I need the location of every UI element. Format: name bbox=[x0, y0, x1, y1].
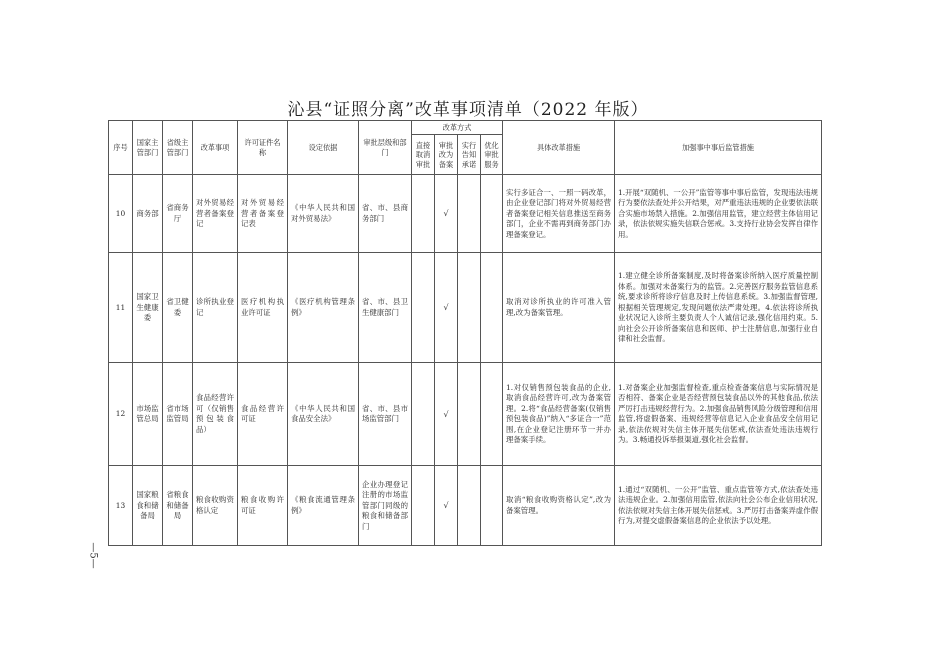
cell-seq: 10 bbox=[109, 175, 133, 253]
cell-provincial-dept: 省粮食和储备局 bbox=[163, 466, 193, 546]
cell-basis: 《医疗机构管理条例》 bbox=[288, 253, 359, 363]
cell-approval-level: 省、市、县商务部门 bbox=[359, 175, 412, 253]
header-measures: 具体改革措施 bbox=[503, 121, 615, 175]
cell-measures: 1.对仅销售预包装食品的企业,取消食品经营许可,改为备案管理。2.将“食品经营备案(仅销售预包装食品)”纳入“多证合一”范围,在企业登记注册环节一并办理备案手续。 bbox=[503, 363, 615, 466]
check-mark: √ bbox=[435, 363, 458, 466]
cell-supervision: 1.对备案企业加强监督检查,重点检查备案信息与实际情况是否相符、备案企业是否经营预包装食品以外的其他食品,依法严厉打击违规经营行为。2.加强食品销售风险分级管理和信用监管,将虚假备案、违规经营等信息记入企业食品安全信用记录,依法依规对失信主体开展失信惩戒,依法查处违法违规行为。3.畅通投诉举报渠道,强化社会监督。 bbox=[615, 363, 822, 466]
cell-seq: 13 bbox=[109, 466, 133, 546]
header-license-name: 许可证件名称 bbox=[238, 121, 288, 175]
table-row bbox=[109, 253, 822, 363]
cell-basis: 《粮食流通管理条例》 bbox=[288, 466, 359, 546]
cell-item: 诊所执业登记 bbox=[193, 253, 238, 363]
header-seq: 序号 bbox=[109, 121, 133, 175]
page-number-text: —5— bbox=[87, 542, 99, 569]
table-row bbox=[109, 175, 822, 253]
cell-measures: 取消“粮食收购资格认定”,改为备案管理。 bbox=[503, 466, 615, 546]
cell-license-name: 粮食收购许可证 bbox=[238, 466, 288, 546]
cell-supervision: 1.开展“双随机、一公开”监管等事中事后监管，发现违法违规行为要依法查处并公开结果，对严重违法违规的企业要依法联合实施市场禁入措施。2.加强信用监管，建立经营主体信用记录，依法依规实施失信联合惩戒。3.支持行业协会发挥自律作用。 bbox=[615, 175, 822, 253]
cell-supervision: 1.建立健全诊所备案制度,及时将备案诊所纳入医疗质量控制体系。加强对未备案行为的监管。2.完善医疗服务监管信息系统,要求诊所将诊疗信息及时上传信息系统。3.加强监督管理,根据相关管理规定,发现问题依法严肃处理。4.依法将诊所执业状况记入诊所主要负责人个人诚信记录,强化信用约束。5.向社会公开诊所备案信息和医师、护士注册信息,加强行业自律和社会监督。 bbox=[615, 253, 822, 363]
cell-national-dept: 市场监管总局 bbox=[133, 363, 163, 466]
cell-optimize bbox=[481, 253, 503, 363]
document-title: 沁县“证照分离”改革事项清单（2022 年版） bbox=[287, 100, 649, 120]
header-sub-cancel: 直接取消审批 bbox=[412, 135, 435, 175]
cell-approval-level: 省、市、县市场监管部门 bbox=[359, 363, 412, 466]
cell-national-dept: 国家粮食和储备局 bbox=[133, 466, 163, 546]
cell-seq: 12 bbox=[109, 363, 133, 466]
cell-commitment bbox=[458, 363, 481, 466]
header-sub-optimize: 优化审批服务 bbox=[481, 135, 503, 175]
cell-basis: 《中华人民共和国食品安全法》 bbox=[288, 363, 359, 466]
cell-provincial-dept: 省市场监管局 bbox=[163, 363, 193, 466]
cell-license-name: 食品经营许可证 bbox=[238, 363, 288, 466]
cell-seq: 11 bbox=[109, 253, 133, 363]
cell-item: 对外贸易经营者备案登记 bbox=[193, 175, 238, 253]
cell-provincial-dept: 省卫健委 bbox=[163, 253, 193, 363]
header-provincial-dept: 省级主管部门 bbox=[163, 121, 193, 175]
cell-optimize bbox=[481, 363, 503, 466]
table-row bbox=[109, 363, 822, 466]
cell-cancel bbox=[412, 175, 435, 253]
cell-approval-level: 省、市、县卫生健康部门 bbox=[359, 253, 412, 363]
cell-optimize bbox=[481, 175, 503, 253]
page-number bbox=[80, 538, 99, 574]
cell-cancel bbox=[412, 253, 435, 363]
cell-cancel bbox=[412, 363, 435, 466]
cell-provincial-dept: 省商务厅 bbox=[163, 175, 193, 253]
header-sub-commitment: 实行告知承诺 bbox=[458, 135, 481, 175]
cell-supervision: 1.通过“双随机、一公开”监管、重点监管等方式,依法查处违法违规企业。2.加强信用监管,依法向社会公布企业信用状况,依法依规对失信主体开展失信惩戒。3.严厉打击备案弄虚作假行为,对提交虚假备案信息的企业依法予以处理。 bbox=[615, 466, 822, 546]
cell-optimize bbox=[481, 466, 503, 546]
cell-item: 食品经营许可（仅销售预包装食品） bbox=[193, 363, 238, 466]
table-row bbox=[109, 466, 822, 546]
header-approval-level: 审批层级和部门 bbox=[359, 121, 412, 175]
header-supervision: 加强事中事后监管措施 bbox=[615, 121, 822, 175]
header-basis: 设定依据 bbox=[288, 121, 359, 175]
cell-national-dept: 商务部 bbox=[133, 175, 163, 253]
check-mark: √ bbox=[435, 253, 458, 363]
cell-license-name: 医疗机构执业许可证 bbox=[238, 253, 288, 363]
header-item: 改革事项 bbox=[193, 121, 238, 175]
header-national-dept: 国家主管部门 bbox=[133, 121, 163, 175]
cell-national-dept: 国家卫生健康委 bbox=[133, 253, 163, 363]
cell-item: 粮食收购资格认定 bbox=[193, 466, 238, 546]
cell-cancel bbox=[412, 466, 435, 546]
check-mark: √ bbox=[435, 175, 458, 253]
cell-license-name: 对外贸易经营者备案登记表 bbox=[238, 175, 288, 253]
cell-measures: 实行多证合一、一照一码改革，由企业登记部门将对外贸易经营者备案登记相关信息推送至商务部门，企业不需再到商务部门办理备案登记。 bbox=[503, 175, 615, 253]
cell-commitment bbox=[458, 253, 481, 363]
header-sub-filing: 审批改为备案 bbox=[435, 135, 458, 175]
cell-measures: 取消对诊所执业的许可准入管理,改为备案管理。 bbox=[503, 253, 615, 363]
header-reform-method: 改革方式 bbox=[412, 121, 503, 135]
cell-approval-level: 企业办理登记注册的市场监管部门同级的粮食和储备部门 bbox=[359, 466, 412, 546]
reform-items-table bbox=[108, 120, 822, 546]
cell-commitment bbox=[458, 466, 481, 546]
cell-basis: 《中华人民共和国对外贸易法》 bbox=[288, 175, 359, 253]
check-mark: √ bbox=[435, 466, 458, 546]
cell-commitment bbox=[458, 175, 481, 253]
